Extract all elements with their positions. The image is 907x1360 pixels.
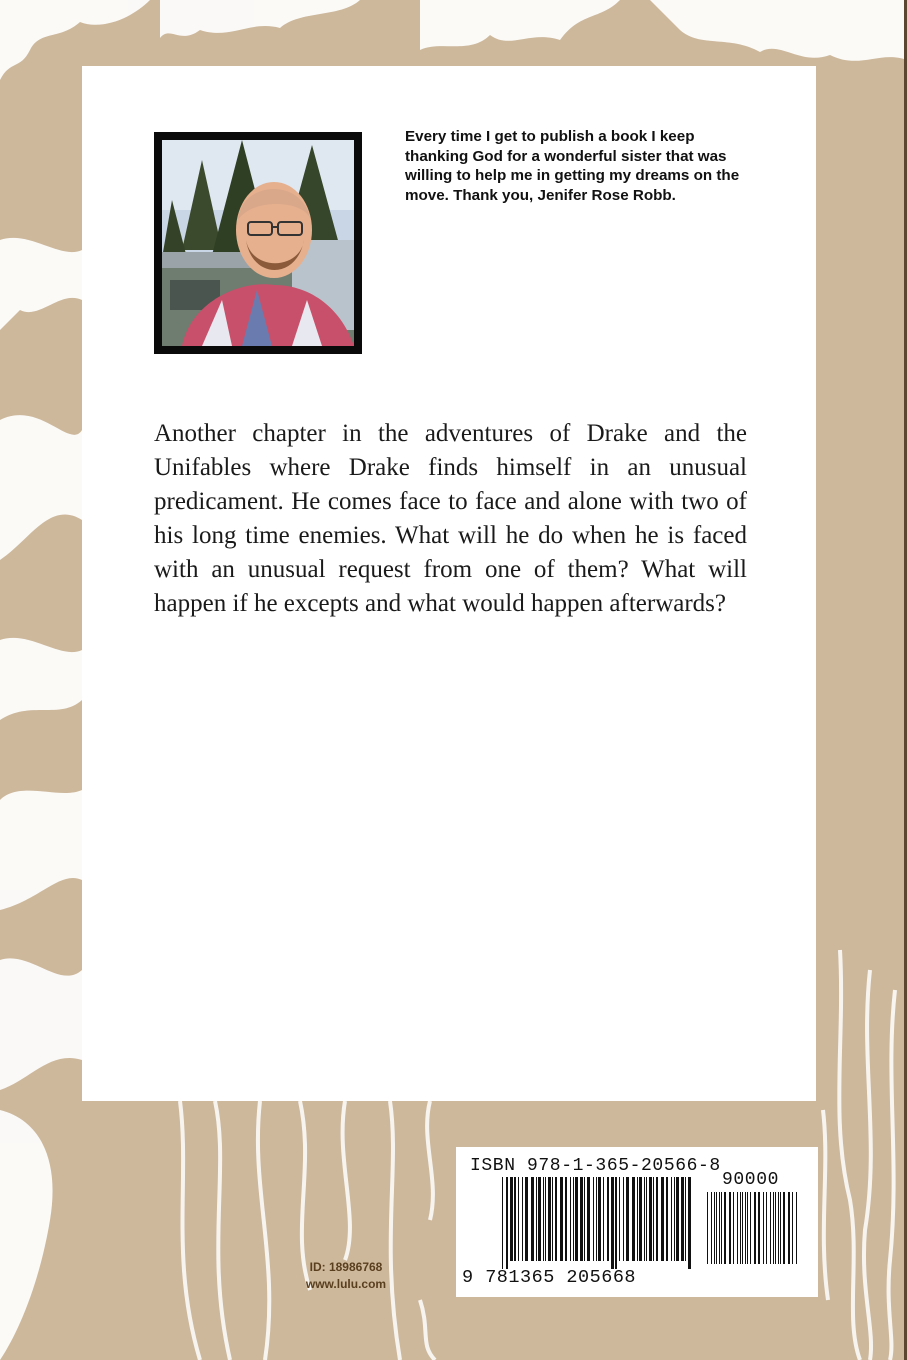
barcode-bar — [573, 1177, 574, 1261]
barcode-bar — [538, 1177, 541, 1261]
barcode-bar — [758, 1192, 760, 1264]
barcode-bar — [763, 1192, 764, 1264]
barcode-bar — [685, 1177, 686, 1261]
barcode-bar — [626, 1177, 629, 1261]
barcode-bar — [525, 1177, 528, 1261]
barcode-bar — [747, 1192, 748, 1264]
barcode-bar — [773, 1192, 774, 1264]
barcode-bar — [788, 1192, 790, 1264]
barcode-bar — [707, 1192, 708, 1264]
publisher-imprint — [294, 1259, 398, 1293]
barcode-bar — [780, 1192, 781, 1264]
barcode-bar — [646, 1177, 647, 1261]
barcode-bar — [783, 1192, 785, 1264]
barcode-bar — [502, 1177, 503, 1269]
ean-digits: 9 781365 205668 — [462, 1267, 637, 1288]
barcode-bar — [750, 1192, 751, 1264]
barcode-bar — [623, 1177, 624, 1261]
barcode-bar — [666, 1177, 668, 1261]
barcode-bar — [603, 1177, 604, 1261]
barcode-bar — [619, 1177, 620, 1261]
barcode-bar — [548, 1177, 551, 1261]
barcode-bar — [661, 1177, 664, 1261]
barcode-bar — [745, 1192, 746, 1264]
author-photo — [154, 132, 362, 354]
barcode-bar — [676, 1177, 679, 1261]
barcode-bar — [596, 1177, 597, 1261]
barcode-bar — [518, 1177, 519, 1261]
barcode-bar — [671, 1177, 672, 1261]
barcode-bar — [607, 1177, 609, 1261]
barcode-bar — [649, 1177, 652, 1261]
barcode-bar — [754, 1192, 756, 1264]
barcode-bar — [716, 1192, 717, 1264]
barcode-bar — [792, 1192, 793, 1264]
price-code: 90000 — [722, 1170, 780, 1190]
barcode-bar — [632, 1177, 635, 1261]
barcode-bar — [721, 1192, 722, 1264]
barcode-bar — [522, 1177, 523, 1261]
barcode-bar — [674, 1177, 675, 1261]
isbn-label: ISBN 978-1-365-20566-8 — [470, 1156, 721, 1176]
isbn-barcode — [456, 1147, 818, 1297]
barcode-bar — [587, 1177, 590, 1261]
barcode-bar — [742, 1192, 743, 1264]
barcode-bar — [729, 1192, 731, 1264]
publisher-id: ID: 18986768 — [309, 1260, 383, 1274]
barcode-bar — [545, 1177, 546, 1261]
barcode-bar — [615, 1177, 617, 1269]
author-portrait-illustration — [162, 140, 354, 346]
barcode-bar — [543, 1177, 544, 1261]
barcode-bar — [584, 1177, 585, 1261]
barcode-bar — [565, 1177, 567, 1261]
barcode-bar — [644, 1177, 645, 1261]
barcode-bar — [637, 1177, 638, 1261]
barcode-bar — [737, 1192, 738, 1264]
barcode-bar — [536, 1177, 537, 1261]
barcode-bar — [598, 1177, 601, 1261]
barcode-bar — [681, 1177, 684, 1261]
back-cover-panel — [82, 66, 816, 1101]
barcode-bar — [719, 1192, 720, 1264]
addon-bars — [705, 1192, 801, 1272]
barcode-bar — [506, 1177, 508, 1269]
barcode-bar — [775, 1192, 776, 1264]
barcode-bar — [514, 1177, 516, 1261]
publisher-url: www.lulu.com — [305, 1277, 387, 1291]
barcode-bar — [688, 1177, 691, 1269]
barcode-bar — [796, 1192, 797, 1264]
barcode-bar — [733, 1192, 734, 1264]
barcode-bar — [555, 1177, 557, 1261]
barcode-bar — [656, 1177, 658, 1261]
barcode-bar — [740, 1192, 741, 1264]
barcode-bar — [714, 1192, 715, 1264]
barcode-bar — [724, 1192, 726, 1264]
barcode-bar — [766, 1192, 767, 1264]
barcode-bar — [575, 1177, 578, 1261]
barcode-bar — [778, 1192, 779, 1264]
ean-bars — [500, 1177, 696, 1269]
barcode-bar — [560, 1177, 563, 1261]
author-dedication: Every time I get to publish a book I keep thanking God for a wonderful sister that was willing to help me in getting my dreams on the move. Thank you, Jenifer Rose Robb. — [405, 128, 740, 204]
book-description: Another chapter in the adventures of Drake and the Unifables where Drake finds himself in an unusual predicament. He comes face to face and alone with two of his long time enemies. What will he do when he is faced with an unusual request from one of them? What will happen if he excepts and what would happen afterwards? — [154, 420, 747, 617]
barcode-bar — [593, 1177, 594, 1261]
barcode-bar — [510, 1177, 513, 1261]
barcode-bar — [711, 1192, 712, 1264]
barcode-bar — [552, 1177, 553, 1261]
barcode-bar — [570, 1177, 571, 1261]
barcode-bar — [580, 1177, 583, 1261]
barcode-bar — [653, 1177, 654, 1261]
barcode-bar — [531, 1177, 534, 1261]
barcode-bar — [639, 1177, 642, 1261]
barcode-bar — [770, 1192, 771, 1264]
barcode-bar — [611, 1177, 614, 1269]
